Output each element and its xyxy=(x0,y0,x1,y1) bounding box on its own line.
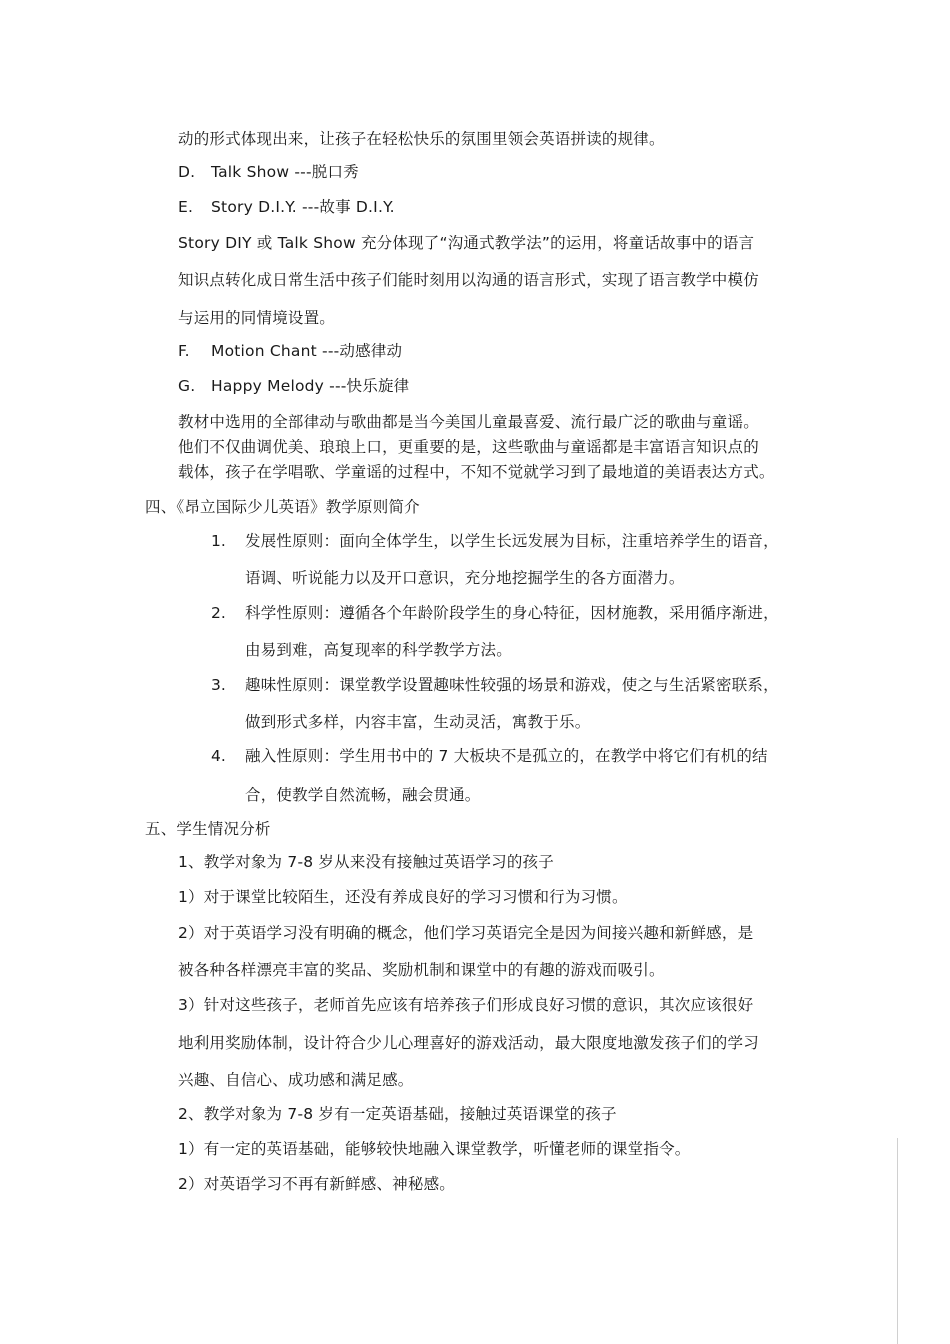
principle-line: 趣味性原则：课堂教学设置趣味性较强的场景和游戏，使之与生活紧密联系， xyxy=(245,676,779,694)
list-text: Story D.I.Y. ---故事 D.I.Y. xyxy=(211,198,395,216)
list-number: 4. xyxy=(211,747,226,765)
principle-line: 融入性原则：学生用书中的 7 大板块不是孤立的，在教学中将它们有机的结 xyxy=(245,747,768,765)
analysis-line: 1、教学对象为 7-8 岁从来没有接触过英语学习的孩子 xyxy=(178,853,554,871)
analysis-line: 1）对于课堂比较陌生，还没有养成良好的学习习惯和行为习惯。 xyxy=(178,888,628,906)
list-item-e xyxy=(178,197,395,217)
analysis-line: 地利用奖励体制，设计符合少儿心理喜好的游戏活动，最大限度地激发孩子们的学习 xyxy=(178,1034,759,1052)
analysis-line: 被各种各样漂亮丰富的奖品、奖励机制和课堂中的有趣的游戏而吸引。 xyxy=(178,961,665,979)
analysis-line: 2）对英语学习不再有新鲜感、神秘感。 xyxy=(178,1175,455,1193)
section-heading: 五、学生情况分析 xyxy=(145,820,271,838)
list-label: G. xyxy=(178,377,196,395)
list-number: 3. xyxy=(211,676,226,694)
principle-line: 科学性原则：遵循各个年龄阶段学生的身心特征，因材施教，采用循序渐进， xyxy=(245,604,779,622)
list-text: Happy Melody ---快乐旋律 xyxy=(211,377,410,395)
list-text: Talk Show ---脱口秀 xyxy=(211,163,359,181)
principle-line: 合，使教学自然流畅，融会贯通。 xyxy=(245,786,481,804)
list-item-f xyxy=(178,341,402,361)
principle-line: 语调、听说能力以及开口意识，充分地挖掘学生的各方面潜力。 xyxy=(245,569,685,587)
list-item-d xyxy=(178,162,359,182)
page-edge-divider xyxy=(897,1138,898,1344)
analysis-line: 1）有一定的英语基础，能够较快地融入课堂教学，听懂老师的课堂指令。 xyxy=(178,1140,691,1158)
paragraph-line: 动的形式体现出来，让孩子在轻松快乐的氛围里领会英语拼读的规律。 xyxy=(178,130,665,148)
list-label: E. xyxy=(178,198,194,216)
principle-line: 做到形式多样，内容丰富，生动灵活，寓教于乐。 xyxy=(245,713,591,731)
paragraph-line: 他们不仅曲调优美、琅琅上口，更重要的是，这些歌曲与童谣都是丰富语言知识点的 xyxy=(178,438,759,456)
analysis-line: 3）针对这些孩子，老师首先应该有培养孩子们形成良好习惯的意识，其次应该很好 xyxy=(178,996,754,1014)
list-item-g xyxy=(178,376,409,396)
principle-line: 由易到难，高复现率的科学教学方法。 xyxy=(245,641,512,659)
section-heading: 四、《昂立国际少儿英语》教学原则简介 xyxy=(145,498,420,516)
paragraph-line: 载体，孩子在学唱歌、学童谣的过程中，不知不觉就学习到了最地道的美语表达方式。 xyxy=(178,463,775,481)
list-number: 1. xyxy=(211,532,226,550)
list-text: Motion Chant ---动感律动 xyxy=(211,342,403,360)
paragraph-line: 教材中选用的全部律动与歌曲都是当今美国儿童最喜爱、流行最广泛的歌曲与童谣。 xyxy=(178,413,759,431)
paragraph-line: 与运用的同情境设置。 xyxy=(178,309,336,327)
principle-line: 发展性原则：面向全体学生，以学生长远发展为目标，注重培养学生的语音， xyxy=(245,532,779,550)
paragraph-line: Story DIY 或 Talk Show 充分体现了“沟通式教学法”的运用，将童话故事中的语言 xyxy=(178,234,755,252)
analysis-line: 2）对于英语学习没有明确的概念，他们学习英语完全是因为间接兴趣和新鲜感，是 xyxy=(178,924,754,942)
list-label: D. xyxy=(178,163,196,181)
list-number: 2. xyxy=(211,604,226,622)
list-label: F. xyxy=(178,342,190,360)
paragraph-line: 知识点转化成日常生活中孩子们能时刻用以沟通的语言形式，实现了语言教学中模仿 xyxy=(178,271,759,289)
analysis-line: 2、教学对象为 7-8 岁有一定英语基础，接触过英语课堂的孩子 xyxy=(178,1105,617,1123)
analysis-line: 兴趣、自信心、成功感和满足感。 xyxy=(178,1071,414,1089)
